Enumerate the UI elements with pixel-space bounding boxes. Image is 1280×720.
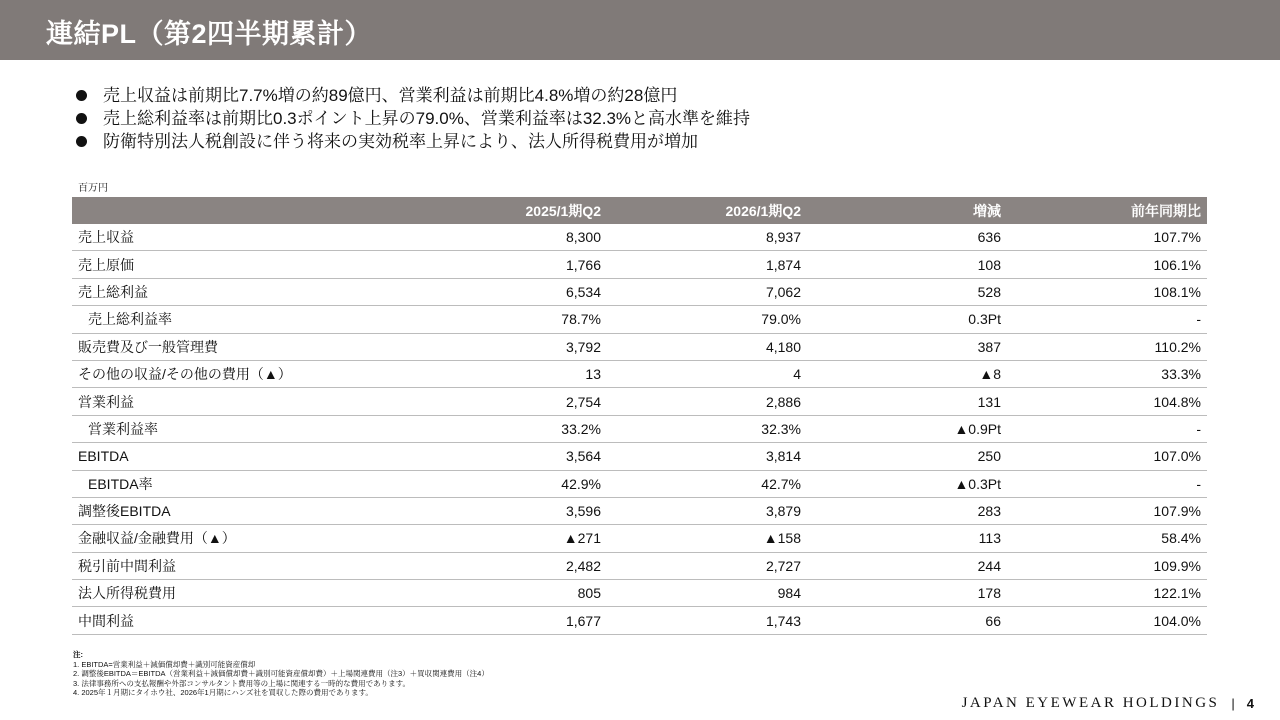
value-prev-year: 3,596 [407, 497, 607, 524]
value-current-year: 8,937 [607, 224, 807, 251]
row-label: 売上原価 [72, 251, 407, 278]
unit-label: 百万円 [78, 183, 108, 194]
row-label: 法人所得税費用 [72, 580, 407, 607]
value-change: 108 [807, 251, 1007, 278]
value-current-year: ▲158 [607, 525, 807, 552]
value-yoy: - [1007, 306, 1207, 333]
value-prev-year: 33.2% [407, 415, 607, 442]
footnote-item: 3. 法律事務所への支払報酬や外部コンサルタント費用等の上場に関連する一時的な費用であります。 [73, 678, 411, 688]
value-prev-year: 3,792 [407, 333, 607, 360]
page-title: 連結PL（第2四半期累計） [46, 19, 373, 49]
value-prev-year: 1,766 [407, 251, 607, 278]
table-row [72, 224, 1207, 251]
table-row [72, 443, 1207, 470]
value-yoy: 104.0% [1007, 607, 1207, 634]
footnote-item: 4. 2025年１月期にタイホウ社、2026年1月期にハンズ社を買収した際の費用であります。 [73, 688, 373, 697]
value-change: 528 [807, 278, 1007, 305]
row-label: EBITDA率 [72, 470, 407, 497]
value-change: 113 [807, 525, 1007, 552]
row-label: 税引前中間利益 [72, 552, 407, 579]
summary-bullets [76, 84, 750, 153]
value-current-year: 3,814 [607, 443, 807, 470]
row-label: 中間利益 [72, 607, 407, 634]
value-prev-year: 1,677 [407, 607, 607, 634]
footnotes [73, 650, 489, 698]
value-change: ▲0.9Pt [807, 415, 1007, 442]
header-cell-current-year: 2026/1期Q2 [607, 197, 807, 224]
value-yoy: - [1007, 470, 1207, 497]
value-yoy: 109.9% [1007, 552, 1207, 579]
value-prev-year: 78.7% [407, 306, 607, 333]
row-label: 販売費及び一般管理費 [72, 333, 407, 360]
bullet-item [76, 84, 750, 107]
bullet-item [76, 130, 750, 153]
value-yoy: 107.7% [1007, 224, 1207, 251]
header-cell-label [72, 197, 407, 224]
value-change: 283 [807, 497, 1007, 524]
value-current-year: 32.3% [607, 415, 807, 442]
row-label: 金融収益/金融費用（▲） [72, 525, 407, 552]
footer [962, 695, 1254, 712]
value-yoy: 107.9% [1007, 497, 1207, 524]
value-current-year: 2,886 [607, 388, 807, 415]
value-prev-year: 13 [407, 360, 607, 387]
row-label: 営業利益 [72, 388, 407, 415]
value-yoy: 58.4% [1007, 525, 1207, 552]
value-prev-year: 42.9% [407, 470, 607, 497]
value-change: ▲0.3Pt [807, 470, 1007, 497]
table-row [72, 251, 1207, 278]
value-current-year: 7,062 [607, 278, 807, 305]
value-prev-year: 3,564 [407, 443, 607, 470]
value-current-year: 4 [607, 360, 807, 387]
table-row [72, 306, 1207, 333]
table-body [72, 224, 1207, 634]
bullet-text: 売上収益は前期比7.7%増の約89億円、営業利益は前期比4.8%増の約28億円 [103, 86, 678, 105]
page-number: 4 [1246, 696, 1254, 711]
footnote-item: 1. EBITDA=営業利益＋減価償却費＋識別可能資産償却 [73, 659, 256, 669]
value-current-year: 4,180 [607, 333, 807, 360]
value-current-year: 1,874 [607, 251, 807, 278]
table-row [72, 415, 1207, 442]
table-row [72, 525, 1207, 552]
title-bar [0, 0, 1280, 60]
row-label: EBITDA [72, 443, 407, 470]
header-cell-yoy: 前年同期比 [1007, 197, 1207, 224]
footnote-item: 2. 調整後EBITDA＝EBITDA（営業利益＋減価償却費＋識別可能資産償却費）＋上場関連費用（注3）＋買収関連費用（注4） [73, 669, 489, 678]
value-yoy: 108.1% [1007, 278, 1207, 305]
pl-table [72, 197, 1207, 635]
table-row [72, 497, 1207, 524]
value-yoy: 110.2% [1007, 333, 1207, 360]
value-change: 250 [807, 443, 1007, 470]
value-change: 244 [807, 552, 1007, 579]
value-current-year: 1,743 [607, 607, 807, 634]
table-row [72, 360, 1207, 387]
value-change: 178 [807, 580, 1007, 607]
table-row [72, 580, 1207, 607]
table-row [72, 333, 1207, 360]
value-change: ▲8 [807, 360, 1007, 387]
value-yoy: 33.3% [1007, 360, 1207, 387]
value-yoy: - [1007, 415, 1207, 442]
bullet-text: 売上総利益率は前期比0.3ポイント上昇の79.0%、営業利益率は32.3%と高水準を維持 [103, 109, 751, 128]
bullet-item [76, 107, 750, 130]
value-yoy: 104.8% [1007, 388, 1207, 415]
bullet-dot-icon [76, 136, 87, 147]
value-change: 387 [807, 333, 1007, 360]
row-label: 調整後EBITDA [72, 497, 407, 524]
bullet-dot-icon [76, 90, 87, 101]
footnotes-heading: 注: [73, 650, 83, 659]
value-current-year: 79.0% [607, 306, 807, 333]
value-change: 131 [807, 388, 1007, 415]
table-header-row [72, 197, 1207, 224]
row-label: 売上収益 [72, 224, 407, 251]
value-prev-year: ▲271 [407, 525, 607, 552]
value-prev-year: 8,300 [407, 224, 607, 251]
value-change: 0.3Pt [807, 306, 1007, 333]
value-prev-year: 2,482 [407, 552, 607, 579]
table-row [72, 278, 1207, 305]
row-label: 売上総利益率 [72, 306, 407, 333]
row-label: その他の収益/その他の費用（▲） [72, 360, 407, 387]
table-row [72, 470, 1207, 497]
header-cell-change: 増減 [807, 197, 1007, 224]
value-prev-year: 2,754 [407, 388, 607, 415]
bullet-dot-icon [76, 113, 87, 124]
header-cell-prev-year: 2025/1期Q2 [407, 197, 607, 224]
value-change: 636 [807, 224, 1007, 251]
value-current-year: 2,727 [607, 552, 807, 579]
row-label: 売上総利益 [72, 278, 407, 305]
value-current-year: 42.7% [607, 470, 807, 497]
value-yoy: 107.0% [1007, 443, 1207, 470]
value-yoy: 106.1% [1007, 251, 1207, 278]
value-change: 66 [807, 607, 1007, 634]
table-row [72, 388, 1207, 415]
table-row [72, 552, 1207, 579]
value-prev-year: 6,534 [407, 278, 607, 305]
value-yoy: 122.1% [1007, 580, 1207, 607]
value-prev-year: 805 [407, 580, 607, 607]
row-label: 営業利益率 [72, 415, 407, 442]
table-row [72, 607, 1207, 634]
value-current-year: 3,879 [607, 497, 807, 524]
footer-separator: | [1231, 696, 1235, 711]
company-logo-text: JAPAN EYEWEAR HOLDINGS [961, 695, 1220, 711]
bullet-text: 防衛特別法人税創設に伴う将来の実効税率上昇により、法人所得税費用が増加 [103, 132, 698, 151]
value-current-year: 984 [607, 580, 807, 607]
